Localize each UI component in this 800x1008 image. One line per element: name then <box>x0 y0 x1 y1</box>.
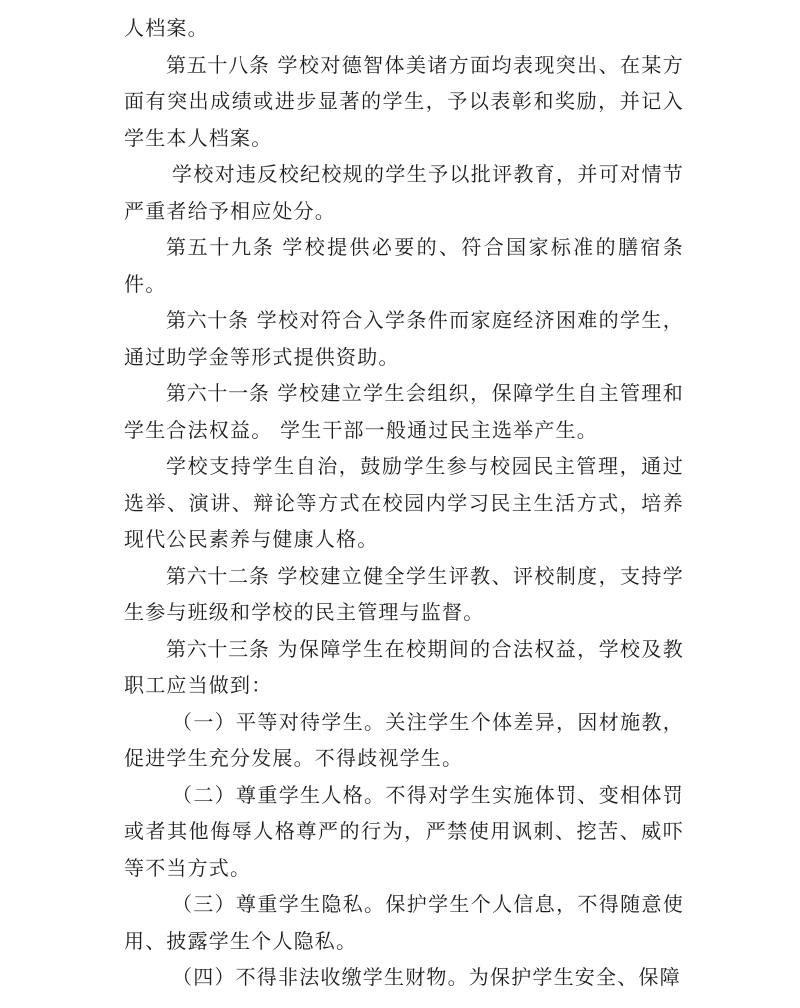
article-62 <box>124 558 684 631</box>
list-item-text: （二）尊重学生人格。不得对学生实施体罚、变相体罚或者其他侮辱人格尊严的行为，严禁使用讽刺、挖苦、威吓等不当方式。 <box>124 782 684 880</box>
document-body <box>124 10 684 996</box>
article-number: 第六十二条 <box>166 563 270 588</box>
article-text: 学校建立学生会组织，保障学生自主管理和学生合法权益。 学生干部一般通过民主选举产生。 <box>124 381 684 442</box>
article-61 <box>124 375 684 448</box>
list-item-text: （一）平等对待学生。关注学生个体差异，因材施教，促进学生充分发展。不得歧视学生。 <box>124 709 684 770</box>
article-63-item-2 <box>124 777 684 887</box>
article-number: 第五十八条 <box>166 52 270 77</box>
paragraph-text: 学校支持学生自治，鼓励学生参与校园民主管理，通过选举、演讲、辩论等方式在校园内学习民主生活方式，培养现代公民素养与健康人格。 <box>124 454 684 551</box>
paragraph-text: 学校对违反校纪校规的学生予以批评教育，并可对情节严重者给予相应处分。 <box>124 162 684 223</box>
article-63-item-1 <box>124 704 684 777</box>
article-63-item-4 <box>124 959 684 996</box>
paragraph-text: 人档案。 <box>124 16 209 40</box>
article-61-self-governance <box>124 448 684 558</box>
article-number: 第六十一条 <box>166 381 270 405</box>
article-63-item-3 <box>124 886 684 959</box>
article-63 <box>124 631 684 704</box>
article-number: 第五十九条 <box>166 235 275 259</box>
article-text: 学校提供必要的、符合国家标准的膳宿条件。 <box>124 235 684 296</box>
article-number: 第六十三条 <box>166 636 270 661</box>
list-item-text: （四）不得非法收缴学生财物。为保护学生安全、保障 <box>172 965 681 989</box>
article-text: 学校建立健全学生评教、评校制度，支持学生参与班级和学校的民主管理与监督。 <box>124 563 684 624</box>
article-text: 学校对符合入学条件而家庭经济困难的学生，通过助学金等形式提供资助。 <box>124 308 685 369</box>
article-58-discipline <box>124 156 684 229</box>
article-60 <box>124 302 684 375</box>
list-item-text: （三）尊重学生隐私。保护学生个人信息，不得随意使用、披露学生个人隐私。 <box>124 892 684 953</box>
article-number: 第六十条 <box>166 308 249 332</box>
paragraph-archive-continuation <box>124 10 684 47</box>
article-text: 学校对德智体美诸方面均表现突出、在某方面有突出成绩或进步显著的学生，予以表彰和奖励，并记入学生本人档案。 <box>124 52 684 150</box>
article-text: 为保障学生在校期间的合法权益，学校及教职工应当做到： <box>124 636 684 697</box>
article-59 <box>124 229 684 302</box>
article-58 <box>124 47 684 157</box>
